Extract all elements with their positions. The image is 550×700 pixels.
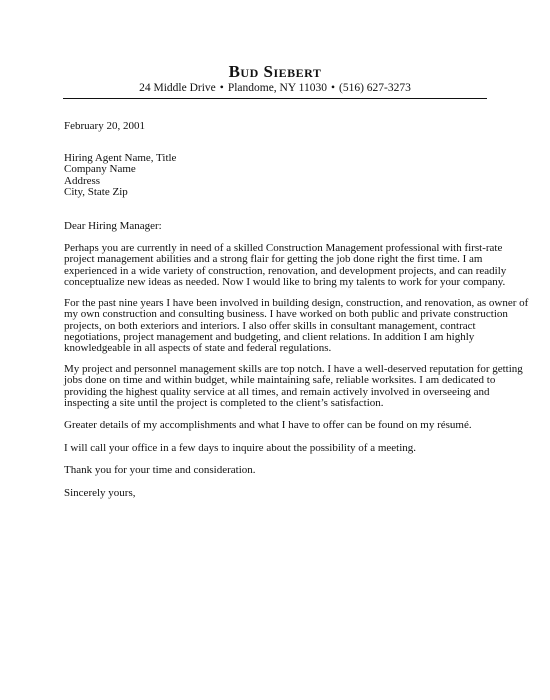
salutation: Dear Hiring Manager:	[64, 220, 162, 232]
sender-contact-line	[0, 80, 550, 96]
bullet-separator: •	[219, 82, 224, 94]
paragraph-line: Greater details of my accomplishments and what I have to offer can be found on my résumé.	[64, 419, 472, 431]
sender-phone: (516) 627-3273	[338, 82, 411, 94]
paragraph-line: For the past nine years I have been involved in building design, construction, and renovation, as owner of	[64, 297, 529, 309]
paragraph-line: experienced in a wide variety of construction, renovation, and development projects, and can readily	[64, 264, 507, 277]
body-paragraph	[64, 420, 490, 431]
recipient-line: Company Name	[64, 163, 136, 176]
body-paragraph	[64, 297, 529, 355]
paragraph-line: project management abilities and a strong flair for getting the job done right the first time. I am	[64, 253, 483, 266]
sender-city: Plandome, NY 11030	[227, 82, 327, 94]
recipient-line: Hiring Agent Name, Title	[64, 152, 177, 164]
header-divider	[63, 98, 487, 99]
body-paragraph	[64, 242, 507, 288]
paragraph-line: conceptualize new ideas as needed. Now I would like to bring my talents to work for your company.	[64, 275, 506, 288]
paragraph-line: my own construction and consulting business. I have worked on both public and private construction	[64, 308, 508, 321]
paragraph-line: I will call your office in a few days to inquire about the possibility of a meeting.	[64, 442, 417, 454]
bullet-separator: •	[330, 82, 335, 94]
body-paragraph	[64, 443, 490, 454]
sender-address: 24 Middle Drive	[139, 82, 216, 94]
paragraph-line: negotiations, project management and budgeting, and client relations. In addition I am highly	[64, 330, 475, 343]
letter-date: February 20, 2001	[64, 120, 145, 132]
paragraph-line: knowledgeable in all aspects of state and federal regulations.	[64, 342, 332, 355]
recipient-line: Address	[64, 174, 101, 187]
recipient-line: City, State Zip	[64, 185, 128, 198]
paragraph-line: Thank you for your time and consideration.	[64, 464, 256, 476]
paragraph-line: projects, on both exteriors and interiors. I also offer skills in consultant management, contract	[64, 319, 476, 332]
closing: Sincerely yours,	[64, 487, 136, 499]
paragraph-line: Perhaps you are currently in need of a skilled Construction Management professional with first-rate	[64, 242, 503, 254]
paragraph-line: jobs done on time and within budget, while maintaining safe, reliable worksites. I am dedicated to	[64, 374, 496, 387]
paragraph-line: inspecting a site until the project is completed to the client’s satisfaction.	[64, 396, 384, 409]
recipient-address-block	[64, 153, 490, 198]
paragraph-line: providing the highest quality service at all times, and remain actively involved in overseeing and	[64, 385, 490, 398]
body-paragraph	[64, 363, 523, 409]
paragraph-line: My project and personnel management skills are top notch. I have a well-deserved reputation for getting	[64, 363, 523, 375]
body-paragraph	[64, 465, 490, 476]
sender-name: Bud Siebert	[228, 62, 322, 81]
